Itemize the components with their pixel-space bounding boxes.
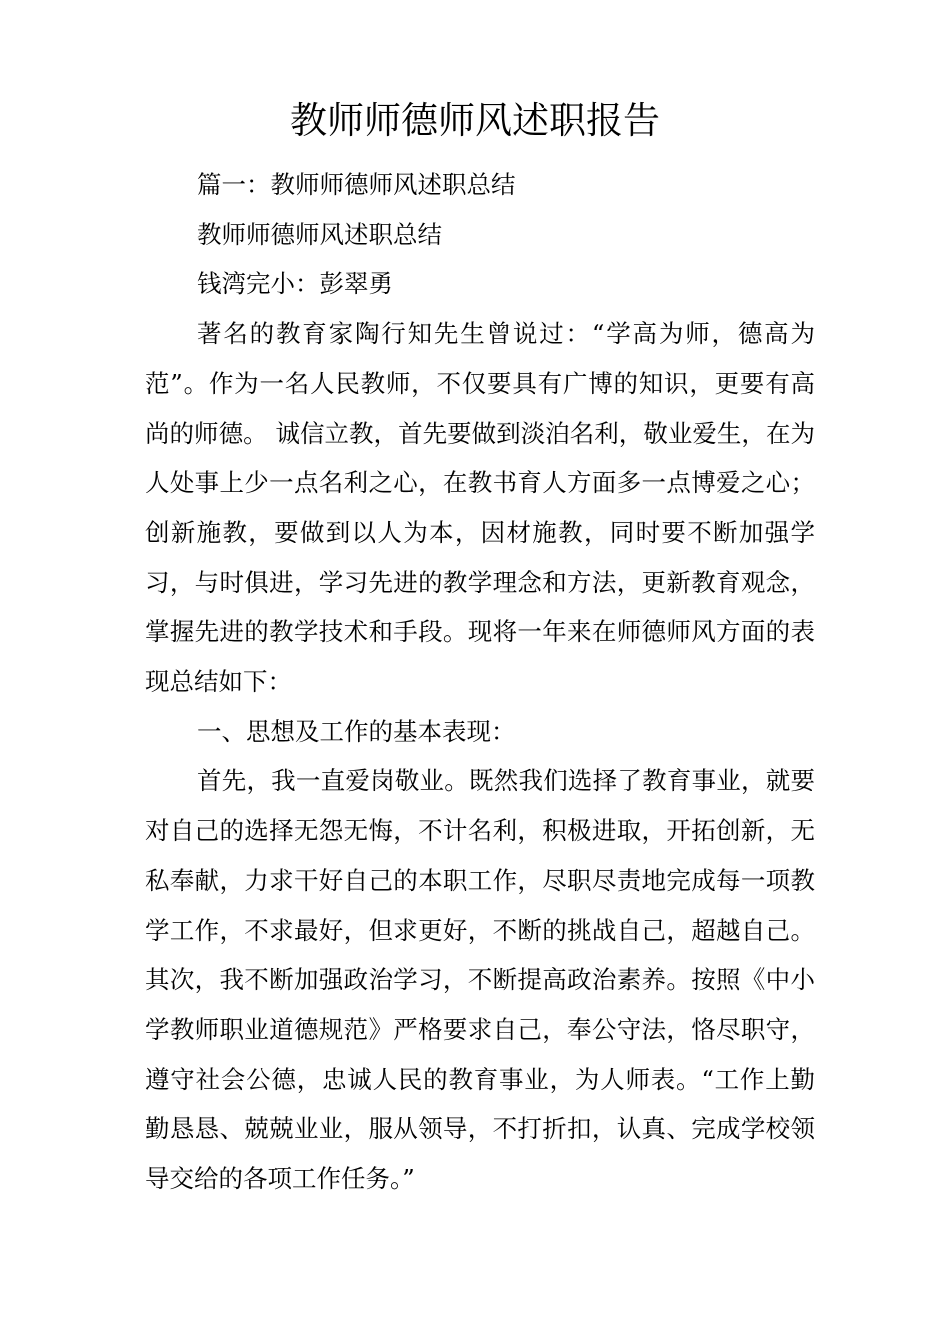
section-heading: 篇一：教师师德师风述职总结 <box>197 170 516 199</box>
document-title: 教师师德师风述职报告 <box>290 99 660 142</box>
paragraph-section-one: 一、思想及工作的基本表现： <box>197 716 516 746</box>
paragraph-intro: 著名的教育家陶行知先生曾说过：“学高为师，德高为范”。作为一名人民教师，不仅要具有广博的知识，更要有高尚的师德。 诚信立教，首先要做到淡泊名利，敬业爱生，在为人处事上少一点名利之心，在教书育人方面多一点博爱之心；创新施教，要做到以人为本，因材施教，同时要不断加强学习，与时俱进，学习先进的教学理念和方法，更新教育观念，掌握先进的教学技术和手段。现将一年来在师德师风方面的表现总结如下： <box>145 319 815 697</box>
document-body <box>145 160 815 1204</box>
sub-heading: 教师师德师风述职总结 <box>197 219 442 249</box>
author-line: 钱湾完小：彭翠勇 <box>197 269 393 299</box>
paragraph-first: 首先，我一直爱岗敬业。既然我们选择了教育事业，就要对自己的选择无怨无悔，不计名利，积极进取，开拓创新，无私奉献，力求干好自己的本职工作，尽职尽责地完成每一项教学工作，不求最好，但求更好，不断的挑战自己，超越自己。其次，我不断加强政治学习，不断提高政治素养。按照《中小学教师职业道德规范》严格要求自己，奉公守法，恪尽职守，遵守社会公德，忠诚人民的教育事业，为人师表。“工作上勤勤恳恳、兢兢业业，服从领导，不打折扣，认真、完成学校领导交给的各项工作任务。” <box>145 766 815 1194</box>
